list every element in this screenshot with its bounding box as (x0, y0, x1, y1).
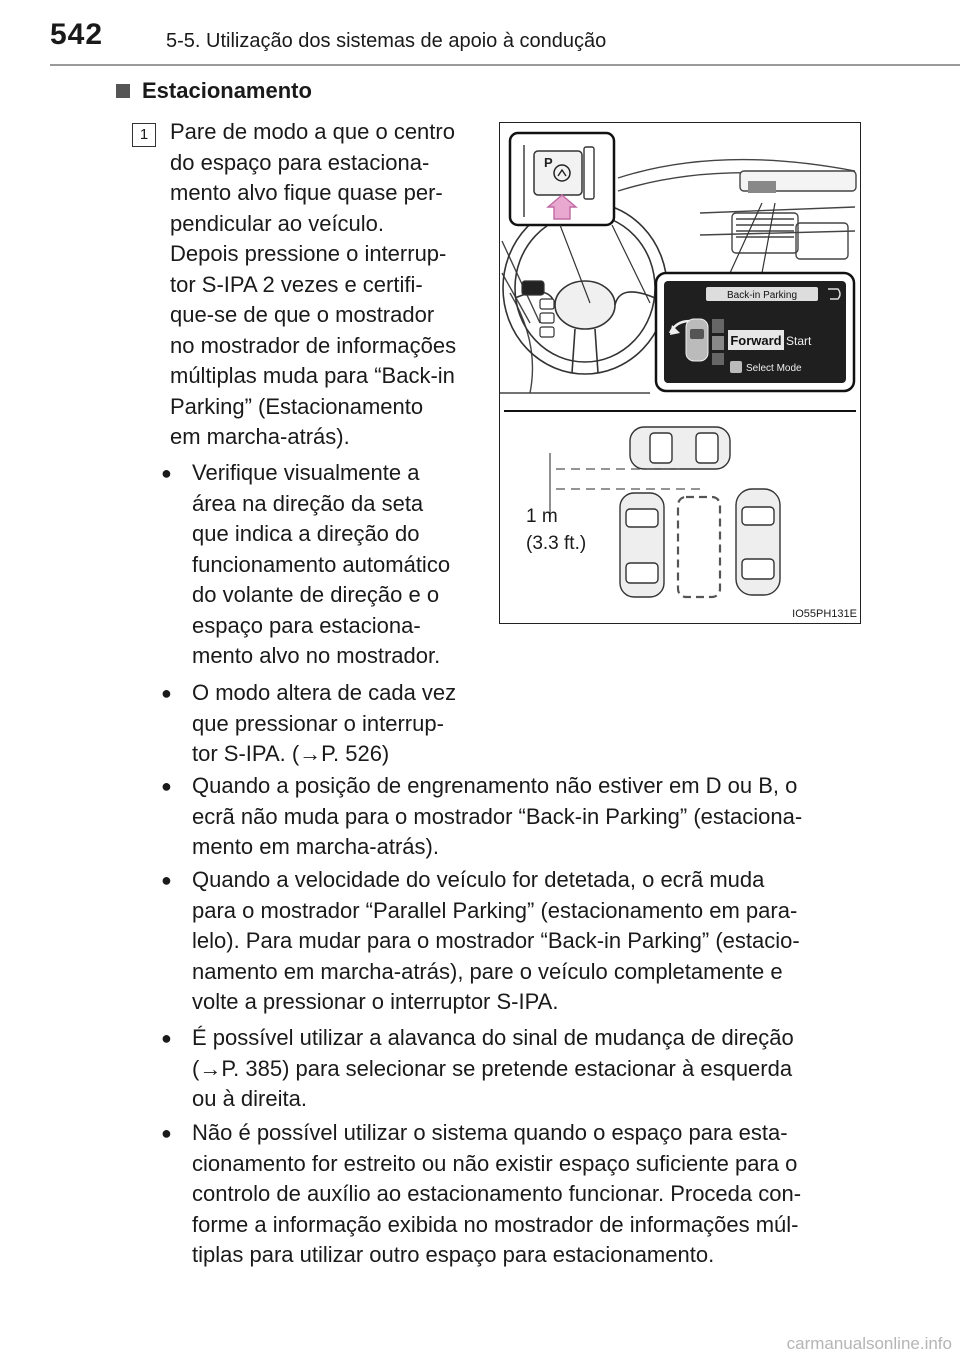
round-bullet-icon: ● (161, 1028, 172, 1048)
image-code: IO55PH131E (792, 608, 857, 620)
car-icon (630, 427, 730, 469)
round-bullet-icon: ● (161, 1123, 172, 1143)
text-line: controlo de auxílio ao estacionamento funcionar. Proceda con- (192, 1181, 802, 1206)
round-bullet-icon: ● (161, 463, 172, 483)
section-title-text: Estacionamento (142, 78, 312, 103)
text-line: Verifique visualmente a (192, 460, 420, 485)
text-line: pendicular ao veículo. (170, 210, 385, 236)
text-line: volte a pressionar o interruptor S-IPA. (192, 989, 559, 1014)
text-line: Pare de modo a que o centro (170, 119, 455, 144)
car-icon (686, 319, 708, 361)
text-line: que-se de que o mostrador (170, 302, 435, 327)
step-1-text (170, 117, 476, 453)
text-line: O modo altera de cada vez (192, 680, 457, 705)
text-line: forme a informação exibida no mostrador de informações múl- (192, 1211, 799, 1237)
note-item (161, 771, 854, 863)
distance-value: 1 m (526, 506, 558, 527)
target-parking-space (678, 497, 720, 597)
s-ipa-switch-icon: P (544, 155, 553, 170)
text-line: Quando a velocidade do veículo for detetada, o ecrã muda (192, 867, 765, 892)
parking-illustration (499, 122, 861, 624)
text-line: É possível utilizar a alavanca do sinal de mudança de direção (192, 1025, 794, 1050)
text-line: funcionamento automático (192, 551, 451, 577)
note-item (161, 1023, 854, 1115)
car-icon (620, 493, 664, 597)
text-line: Não é possível utilizar o sistema quando o espaço para esta- (192, 1120, 788, 1145)
text-line: que indica a direção do (192, 521, 420, 546)
forward-label: Forward (730, 333, 782, 348)
section-title (116, 78, 312, 104)
round-bullet-icon: ● (161, 776, 172, 796)
center-display-icon (748, 181, 776, 193)
text-line: para o mostrador “Parallel Parking” (estacionamento em para- (192, 897, 798, 923)
page-number: 542 (50, 18, 104, 51)
step-number-badge: 1 (132, 123, 156, 147)
text-line: Parking” (Estacionamento (170, 393, 424, 419)
switch-zoom-inset (510, 133, 650, 303)
text-line: área na direção da seta (192, 490, 424, 516)
text-line: ou à direita. (192, 1086, 307, 1111)
multi-information-display (656, 273, 854, 391)
select-mode-label: Select Mode (746, 363, 802, 374)
text-line: tiplas para utilizar outro espaço para estacionamento. (192, 1242, 715, 1267)
car-icon (736, 489, 780, 595)
text-line: tor S-IPA. (→P. 526) (192, 741, 390, 766)
select-mode-icon (730, 361, 742, 373)
text-line: do volante de direção e o (192, 582, 440, 607)
watermark: carmanualsonline.info (786, 1334, 952, 1353)
text-line: mento em marcha-atrás). (192, 834, 439, 859)
text-line: que pressionar o interrup- (192, 710, 444, 736)
start-label: Start (786, 334, 812, 348)
square-bullet-icon (116, 84, 130, 98)
text-line: espaço para estaciona- (192, 612, 421, 638)
text-line: do espaço para estaciona- (170, 149, 430, 175)
text-line: namento em marcha-atrás), pare o veículo completamente e (192, 958, 783, 984)
text-line: no mostrador de informações (170, 332, 457, 358)
text-line: Quando a posição de engrenamento não estiver em D ou B, o (192, 773, 798, 798)
round-bullet-icon: ● (161, 683, 172, 703)
text-line: mento alvo fique quase per- (170, 180, 443, 205)
note-item (161, 1118, 854, 1271)
text-line: cionamento for estreito ou não existir espaço suficiente para o (192, 1150, 798, 1176)
sub-bullet-item (161, 678, 476, 770)
distance-value-ft: (3.3 ft.) (526, 533, 587, 554)
text-line: lelo). Para mudar para o mostrador “Back-in Parking” (estacio- (192, 928, 800, 953)
note-item (161, 865, 854, 1018)
distance-label (526, 503, 586, 557)
text-line: (→P. 385) para selecionar se pretende estacionar à esquerda (192, 1055, 793, 1081)
round-bullet-icon: ● (161, 870, 172, 890)
text-line: tor S-IPA 2 vezes e certifi- (170, 271, 423, 297)
sub-bullet-item (161, 458, 476, 672)
header-divider (50, 64, 960, 66)
text-line: múltiplas muda para “Back-in (170, 363, 455, 388)
screen-title: Back-in Parking (726, 290, 798, 301)
text-line: ecrã não muda para o mostrador “Back-in Parking” (estaciona- (192, 803, 803, 829)
text-line: Depois pressione o interrup- (170, 241, 447, 266)
text-line: mento alvo no mostrador. (192, 643, 441, 668)
text-line: em marcha-atrás). (170, 424, 350, 449)
section-header-title: 5-5. Utilização dos sistemas de apoio à condução (166, 30, 607, 52)
